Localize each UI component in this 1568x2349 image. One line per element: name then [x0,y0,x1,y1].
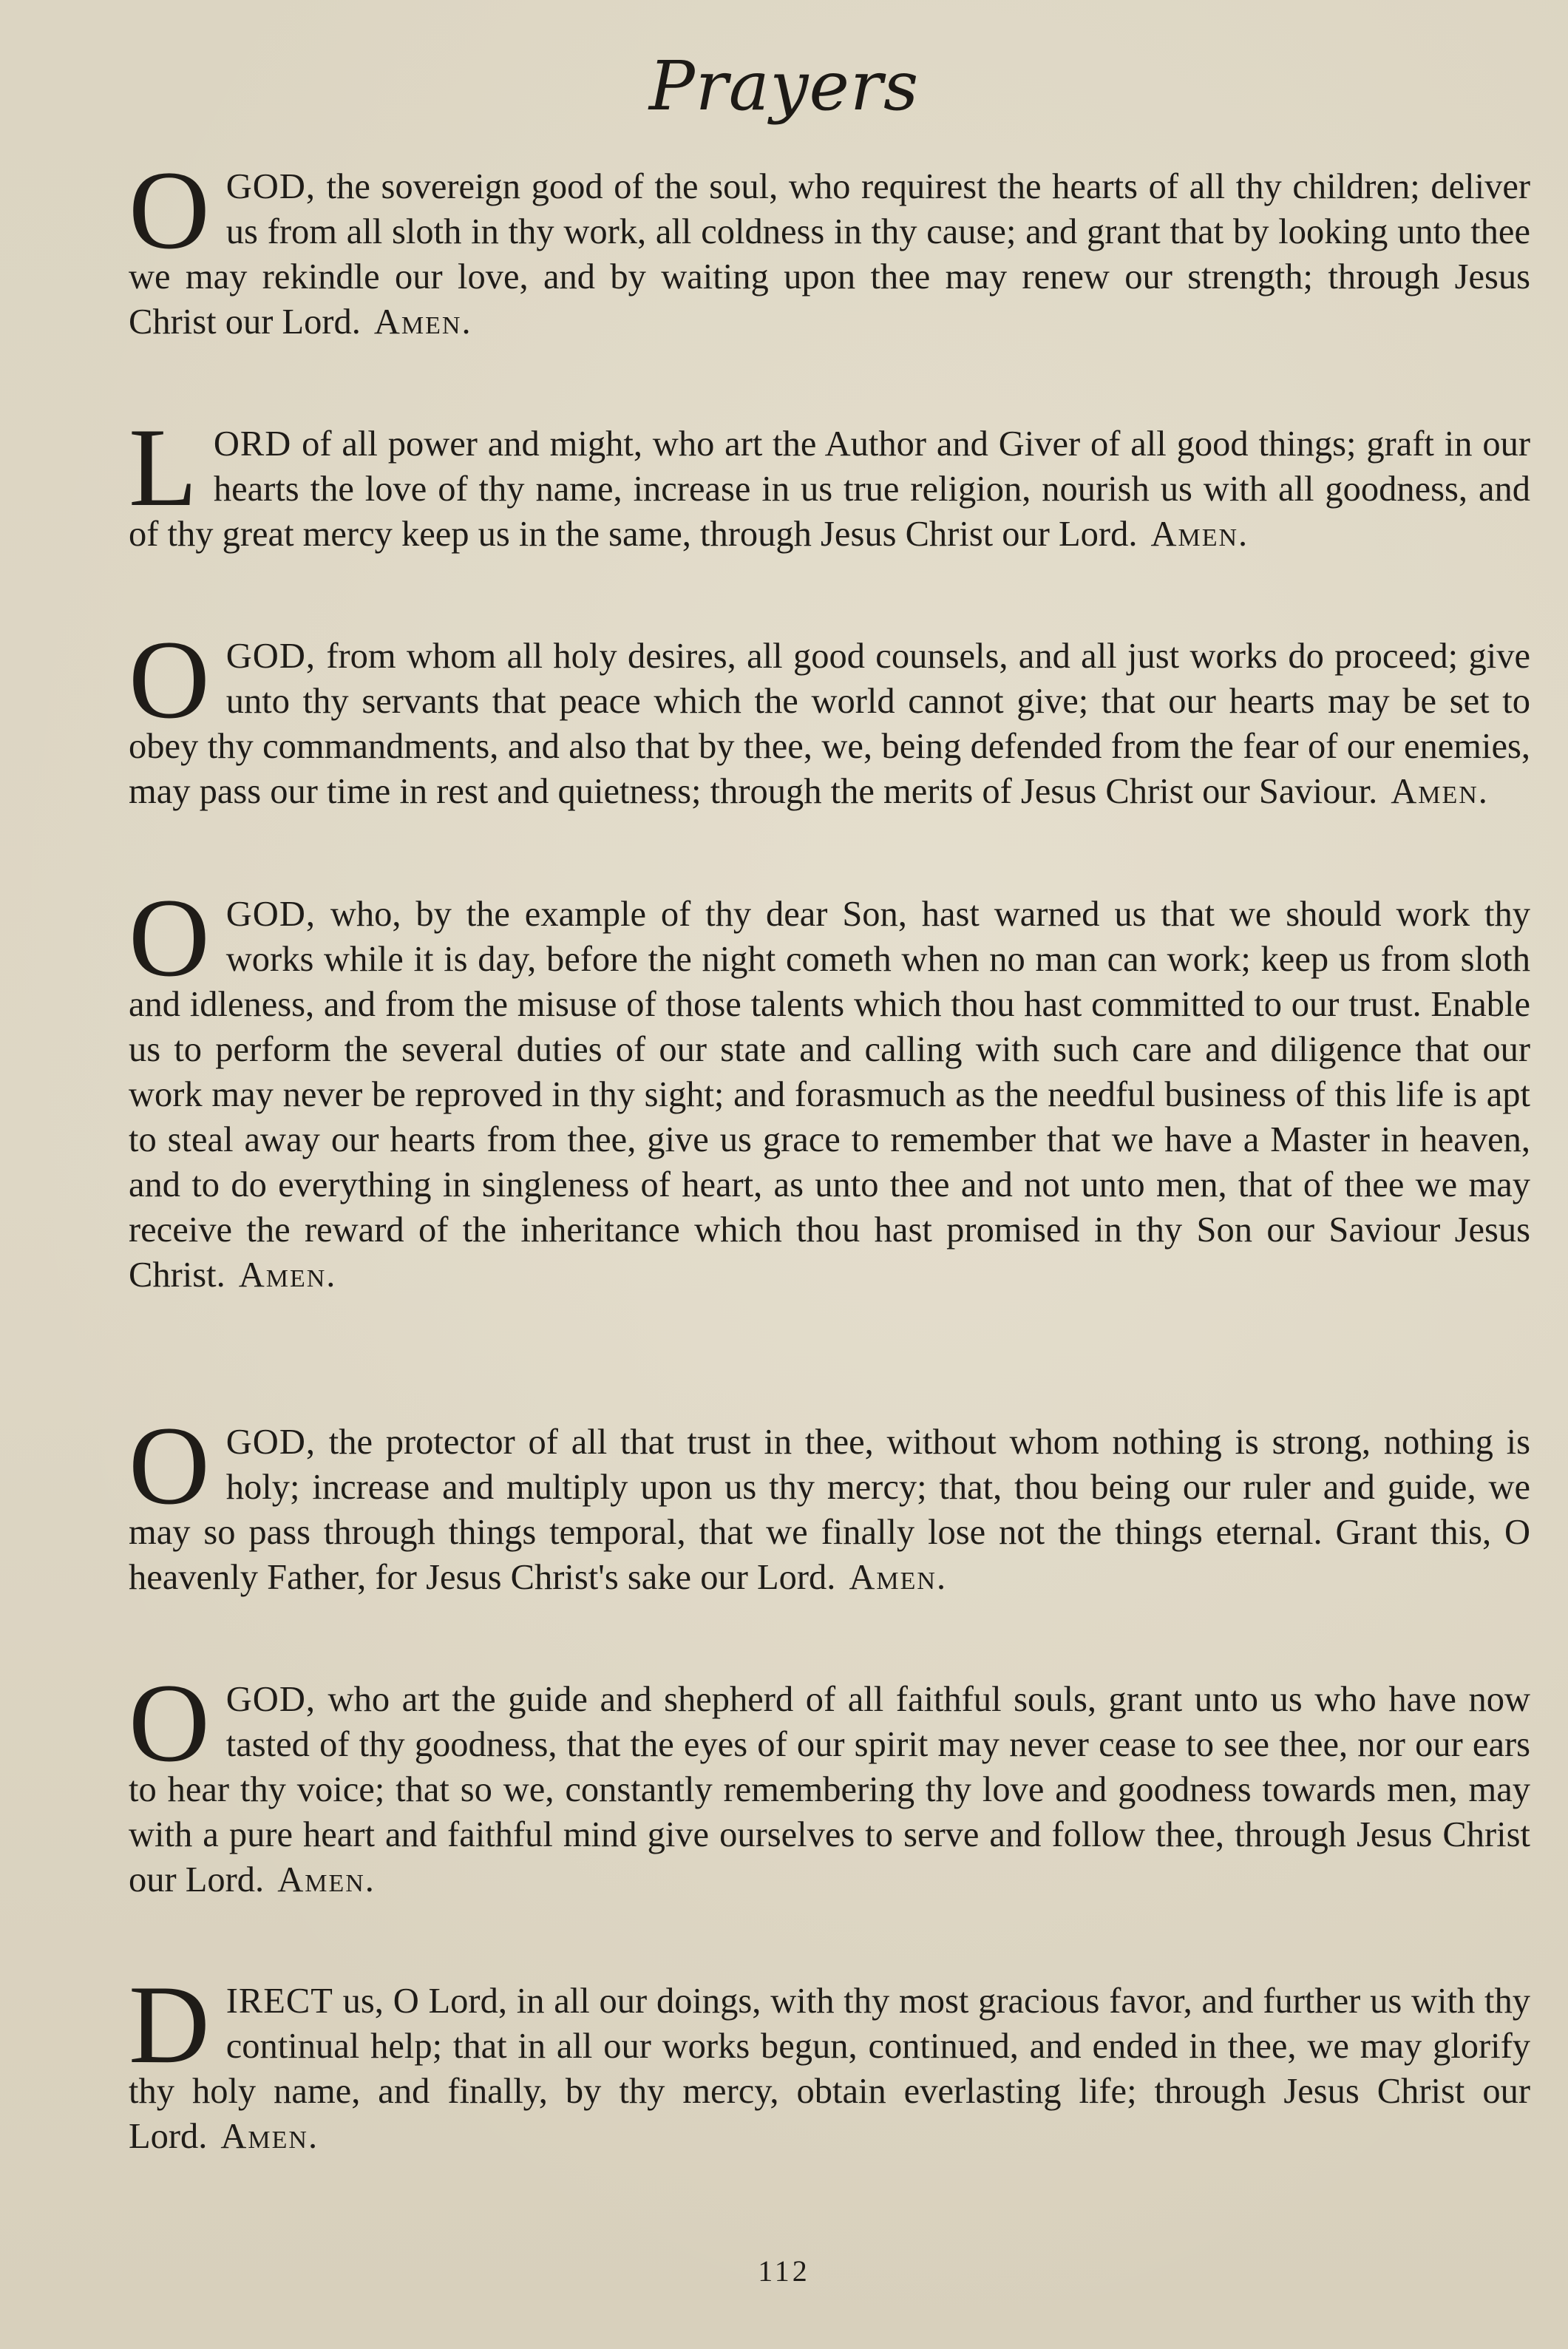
prayer-lead-word: GOD, [225,1680,316,1719]
prayer-lead-word: GOD, [225,1423,316,1462]
prayer-text: the sovereign good of the soul, who requirest the hearts of all thy children; deliver us from all sloth in thy work, all coldness in thy cause; and grant that by looking unto thee we may rekindle our love, and by waiting upon thee may renew our strength; through Jesus Christ our Lord. [129,167,1530,342]
prayer-text: us, O Lord, in all our doings, with thy most gracious favor, and further us with thy continual help; that in all our works begun, continued, and ended in thee, we may glorify thy holy name, and finally, by thy mercy, obtain everlasting life; through Jesus Christ our Lord. [129,1982,1530,2156]
prayer-text: of all power and might, who art the Author and Giver of all good things; graft in our hearts the love of thy name, increase in us true religion, nourish us with all goodness, and of thy great mercy keep us in the same, through Jesus Christ our Lord. [129,424,1530,554]
prayer-amen: Amen. [373,302,472,342]
prayer-lead-word: GOD, [225,637,316,676]
prayer-lead-word: IRECT [225,1982,333,2021]
prayer-5 [129,1403,1530,1600]
prayer-lead-word: GOD, [225,167,316,206]
page-number: 112 [758,2254,810,2288]
prayer-6 [129,1661,1530,1902]
prayer-lead-word: ORD [213,424,292,464]
page-title: Prayers [648,47,920,126]
prayer-text: from whom all holy desires, all good counsels, and all just works do proceed; give unto thy servants that peace which the world cannot give; that our hearts may be set to obey thy commandments, and also that by thee, we, being defended from the fear of our enemies, may pass our time in rest and quietness; through the merits of Jesus Christ our Saviour. [129,637,1530,811]
drop-cap: O [129,148,210,272]
prayer-7 [129,1962,1530,2159]
drop-cap: O [129,875,210,1000]
prayer-amen: Amen. [277,1860,376,1899]
prayer-text: who, by the example of thy dear Son, hast warned us that we should work thy works while it is day, before the night cometh when no man can work; keep us from sloth and idleness, and from the misuse of those talents which thou hast committed to our trust. Enable us to perform the several duties of our state and calling with such care and diligence that our work may never be reproved in thy sight; and forasmuch as the needful business of this life is apt to steal away our hearts from thee, give us grace to remember that we have a Master in heaven, and to do everything in singleness of heart, as unto thee and not unto men, that of thee we may receive the reward of the inheritance which thou hast promised in thy Son our Saviour Jesus Christ. [129,895,1530,1295]
prayer-amen: Amen. [238,1255,337,1295]
prayer-text: who art the guide and shepherd of all faithful souls, grant unto us who have now tasted of thy goodness, that the eyes of our spirit may never cease to see thee, nor our ears to hear thy voice; that so we, constantly remembering thy love and goodness towards men, may with a pure heart and faithful mind give ourselves to serve and follow thee, through Jesus Christ our Lord. [129,1680,1530,1899]
prayer-text: the protector of all that trust in thee, without whom nothing is strong, nothing is holy; increase and multiply upon us thy mercy; that, thou being our ruler and guide, we may so pass through things temporal, that we finally lose not the things eternal. Grant this, O heavenly Father, for Jesus Christ's sake our Lord. [129,1423,1530,1597]
drop-cap: O [129,617,210,742]
prayer-amen: Amen. [220,2117,319,2156]
prayer-lead-word: GOD, [225,895,316,934]
drop-cap: L [129,405,197,529]
prayer-amen: Amen. [1150,515,1249,554]
prayer-amen: Amen. [1391,772,1489,811]
prayer-3 [129,617,1530,814]
drop-cap: O [129,1661,210,1785]
prayer-4 [129,875,1530,1298]
prayer-1 [129,148,1530,345]
drop-cap: O [129,1403,210,1528]
prayer-amen: Amen. [849,1558,948,1597]
prayer-2 [129,405,1530,557]
drop-cap: D [129,1962,210,2087]
